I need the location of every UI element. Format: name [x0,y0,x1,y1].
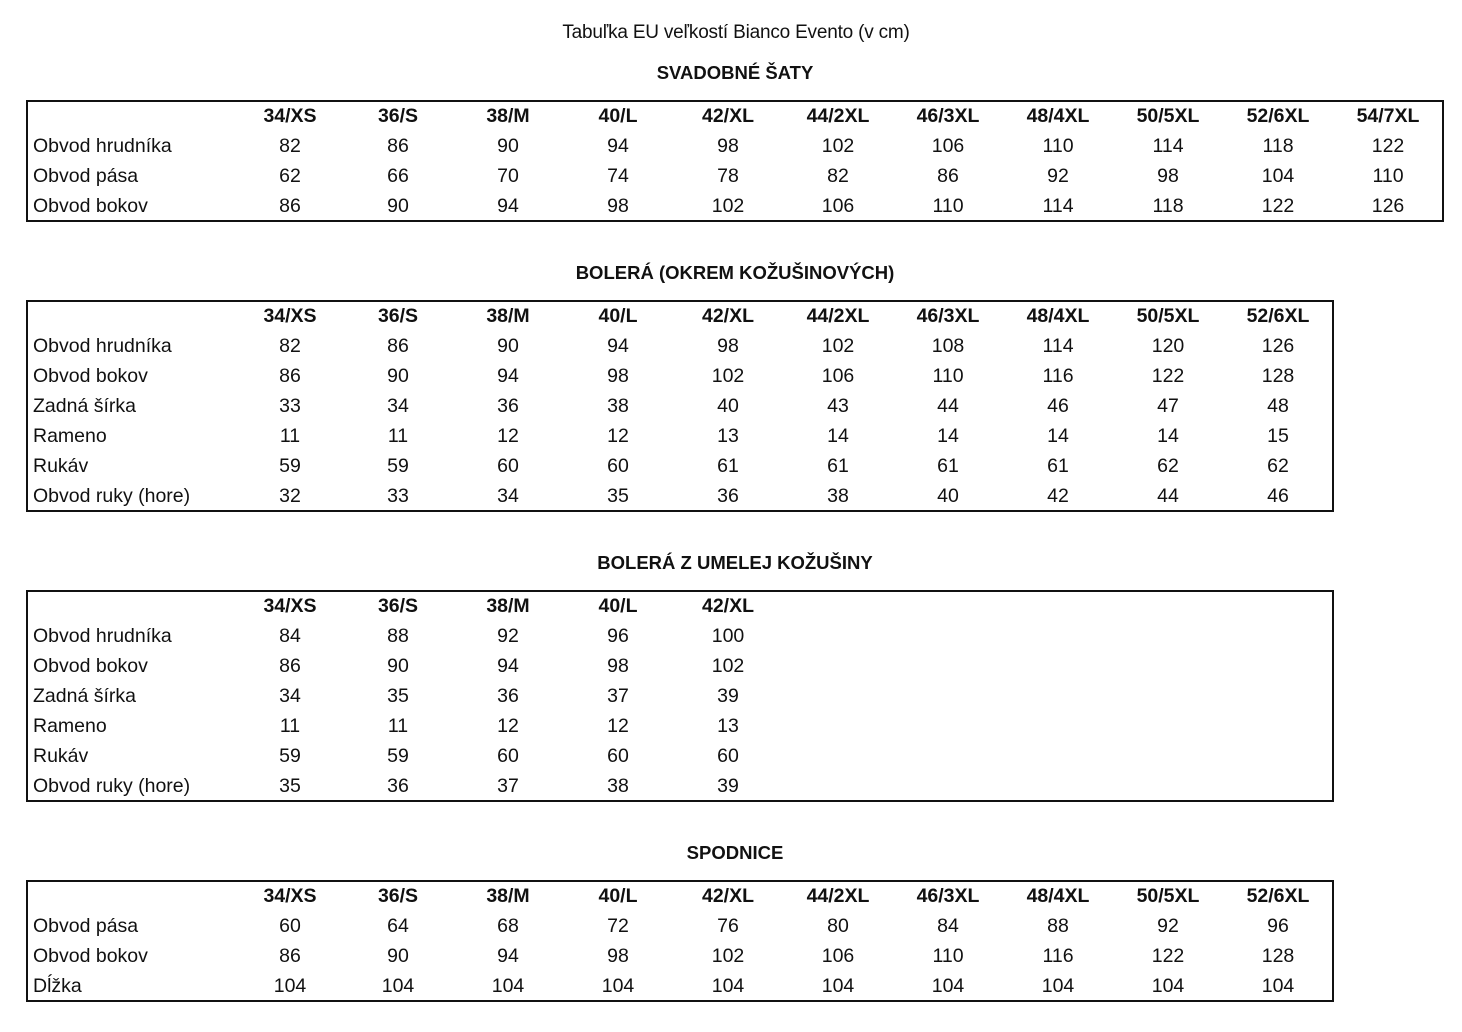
table-cell: 14 [937,425,959,447]
table-cell: 84 [937,915,959,937]
size-header: 40/L [598,885,638,907]
table-cell: 12 [607,425,629,447]
table-cell: 104 [273,975,307,997]
table-cell: 78 [717,165,739,187]
table-cell: 98 [717,135,739,157]
table-cell: 70 [497,165,519,187]
table-cell: 61 [827,455,849,477]
table-cell: 104 [1041,975,1075,997]
row-label: Obvod hrudníka [33,135,172,157]
table-cell: 36 [497,685,519,707]
table-cell: 62 [1157,455,1179,477]
table-cell: 128 [1261,945,1295,967]
size-header: 34/XS [263,305,317,327]
table-cell: 14 [827,425,849,447]
table-cell: 34 [497,485,519,507]
table-cell: 110 [932,945,964,967]
table-row [28,712,1332,742]
table-cell: 104 [711,975,745,997]
table-row [28,162,1442,192]
table-cell: 116 [1042,365,1074,387]
row-label: Obvod bokov [33,195,148,217]
size-header: 38/M [486,595,530,617]
table-cell: 110 [932,365,964,387]
table-cell: 122 [1371,135,1405,157]
row-label: Zadná šírka [33,395,136,417]
table-cell: 13 [717,425,739,447]
size-header: 42/XL [701,105,755,127]
table-cell: 38 [607,395,629,417]
table-cell: 35 [387,685,409,707]
table-cell: 59 [387,455,409,477]
table-cell: 47 [1157,395,1179,417]
table-cell: 92 [497,625,519,647]
table-cell: 118 [1262,135,1294,157]
table-cell: 98 [607,365,629,387]
size-header: 36/S [377,105,419,127]
table-cell: 61 [717,455,739,477]
table-cell: 42 [1047,485,1069,507]
table-cell: 15 [1267,425,1289,447]
size-table-svadobne-saty [26,100,1444,222]
table-row [28,422,1332,452]
table-cell: 34 [387,395,409,417]
table-cell: 94 [607,135,629,157]
row-label: Rameno [33,425,107,447]
size-header: 38/M [486,885,530,907]
table-cell: 88 [1047,915,1069,937]
table-cell: 13 [717,715,739,737]
section-title: BOLERÁ (OKREM KOŽUŠINOVÝCH) [575,262,895,283]
table-cell: 60 [497,745,519,767]
size-header: 50/5XL [1136,305,1200,327]
table-cell: 43 [827,395,849,417]
table-cell: 44 [937,395,959,417]
table-cell: 114 [1152,135,1184,157]
table-cell: 94 [497,195,519,217]
table-cell: 92 [1157,915,1179,937]
row-label: Zadná šírka [33,685,136,707]
size-header: 34/XS [263,105,317,127]
size-header: 52/6XL [1246,885,1310,907]
table-cell: 94 [497,945,519,967]
table-cell: 116 [1042,945,1074,967]
table-cell: 82 [827,165,849,187]
table-row [28,132,1442,162]
table-cell: 39 [717,685,739,707]
row-label: Obvod bokov [33,655,148,677]
table-cell: 94 [497,655,519,677]
size-header: 48/4XL [1026,885,1090,907]
table-cell: 38 [827,485,849,507]
row-label: Obvod hrudníka [33,625,172,647]
table-cell: 114 [1042,195,1074,217]
size-header: 52/6XL [1246,105,1310,127]
table-cell: 94 [607,335,629,357]
header-row [28,882,1332,912]
table-cell: 39 [717,775,739,797]
size-header: 36/S [377,885,419,907]
table-cell: 122 [1261,195,1295,217]
row-label: Obvod bokov [33,945,148,967]
table-row [28,972,1332,1002]
size-header: 40/L [598,105,638,127]
document-title: Tabuľka EU veľkostí Bianco Evento (v cm) [562,22,910,43]
size-header: 50/5XL [1136,885,1200,907]
row-label: Obvod ruky (hore) [33,485,191,507]
table-cell: 114 [1042,335,1074,357]
table-cell: 35 [607,485,629,507]
header-row [28,302,1332,332]
table-cell: 118 [1152,195,1184,217]
table-cell: 98 [717,335,739,357]
table-cell: 60 [607,745,629,767]
size-header: 44/2XL [806,105,870,127]
table-cell: 86 [279,365,301,387]
table-cell: 32 [279,485,301,507]
table-cell: 104 [1261,165,1295,187]
table-cell: 84 [279,625,301,647]
table-cell: 35 [279,775,301,797]
table-cell: 102 [821,335,855,357]
table-cell: 106 [931,135,965,157]
table-cell: 12 [607,715,629,737]
table-cell: 92 [1047,165,1069,187]
section-title: SVADOBNÉ ŠATY [656,62,814,83]
row-label: Rameno [33,715,107,737]
table-cell: 34 [279,685,301,707]
table-row [28,682,1332,712]
table-cell: 86 [387,135,409,157]
table-cell: 90 [387,195,409,217]
table-row [28,652,1332,682]
size-table-bolera-z-umelej-kozusiny [26,590,1334,802]
table-cell: 44 [1157,485,1179,507]
row-label: Rukáv [33,745,89,767]
table-cell: 61 [1047,455,1069,477]
size-header: 54/7XL [1356,105,1420,127]
table-cell: 36 [717,485,739,507]
table-cell: 11 [279,715,301,737]
table-cell: 122 [1151,945,1185,967]
table-cell: 82 [279,335,301,357]
size-header: 46/3XL [916,885,980,907]
row-label: Obvod ruky (hore) [33,775,191,797]
table-cell: 102 [711,195,745,217]
table-cell: 102 [711,365,745,387]
table-cell: 66 [387,165,409,187]
row-label: Obvod pása [33,915,139,937]
size-header: 48/4XL [1026,305,1090,327]
table-cell: 98 [607,655,629,677]
table-cell: 76 [717,915,739,937]
table-cell: 94 [497,365,519,387]
table-cell: 86 [279,945,301,967]
table-cell: 12 [497,425,519,447]
table-cell: 36 [387,775,409,797]
table-cell: 60 [607,455,629,477]
table-cell: 37 [607,685,629,707]
size-header: 40/L [598,305,638,327]
size-header: 50/5XL [1136,105,1200,127]
size-header: 36/S [377,595,419,617]
table-row [28,622,1332,652]
table-cell: 104 [1151,975,1185,997]
table-cell: 11 [387,715,409,737]
size-table-bolera-okrem-kozusinovych [26,300,1334,512]
table-cell: 110 [1042,135,1074,157]
table-cell: 80 [827,915,849,937]
table-cell: 64 [387,915,409,937]
table-cell: 126 [1371,195,1405,217]
table-cell: 98 [1157,165,1179,187]
table-cell: 61 [937,455,959,477]
size-header: 38/M [486,305,530,327]
table-cell: 104 [381,975,415,997]
header-row [28,592,1332,622]
table-cell: 46 [1047,395,1069,417]
size-header: 52/6XL [1246,305,1310,327]
size-header: 34/XS [263,595,317,617]
table-row [28,742,1332,772]
table-row [28,392,1332,422]
table-cell: 11 [279,425,301,447]
row-label: Obvod bokov [33,365,148,387]
size-header: 46/3XL [916,305,980,327]
table-cell: 60 [717,745,739,767]
table-cell: 98 [607,945,629,967]
size-header: 44/2XL [806,305,870,327]
table-cell: 72 [607,915,629,937]
table-cell: 104 [1261,975,1295,997]
size-header: 42/XL [701,595,755,617]
table-cell: 90 [497,135,519,157]
size-header: 46/3XL [916,105,980,127]
table-cell: 106 [821,195,855,217]
table-cell: 122 [1151,365,1185,387]
table-cell: 90 [497,335,519,357]
size-header: 44/2XL [806,885,870,907]
table-cell: 62 [1267,455,1289,477]
table-cell: 102 [711,655,745,677]
table-cell: 74 [607,165,629,187]
table-cell: 46 [1267,485,1289,507]
table-cell: 110 [932,195,964,217]
table-cell: 38 [607,775,629,797]
table-cell: 59 [279,455,301,477]
section-title: SPODNICE [686,842,784,863]
table-cell: 90 [387,945,409,967]
table-row [28,912,1332,942]
table-row [28,362,1332,392]
table-cell: 14 [1047,425,1069,447]
table-cell: 11 [387,425,409,447]
size-header: 38/M [486,105,530,127]
size-header: 48/4XL [1026,105,1090,127]
row-label: Obvod pása [33,165,139,187]
table-cell: 106 [821,945,855,967]
table-row [28,452,1332,482]
table-cell: 104 [821,975,855,997]
table-cell: 48 [1267,395,1289,417]
table-cell: 126 [1261,335,1295,357]
table-cell: 33 [387,485,409,507]
header-row [28,102,1442,132]
table-row [28,332,1332,362]
table-cell: 68 [497,915,519,937]
table-cell: 128 [1261,365,1295,387]
table-cell: 40 [717,395,739,417]
table-cell: 96 [607,625,629,647]
table-cell: 88 [387,625,409,647]
table-cell: 104 [931,975,965,997]
table-row [28,942,1332,972]
section-title: BOLERÁ Z UMELEJ KOŽUŠINY [597,552,873,573]
size-header: 42/XL [701,305,755,327]
table-cell: 60 [279,915,301,937]
table-row [28,192,1442,222]
table-cell: 59 [387,745,409,767]
table-cell: 86 [387,335,409,357]
table-cell: 37 [497,775,519,797]
row-label: Rukáv [33,455,89,477]
table-cell: 86 [937,165,959,187]
table-cell: 104 [601,975,635,997]
table-cell: 100 [711,625,745,647]
table-cell: 36 [497,395,519,417]
size-header: 34/XS [263,885,317,907]
table-cell: 12 [497,715,519,737]
table-cell: 40 [937,485,959,507]
table-cell: 98 [607,195,629,217]
table-cell: 90 [387,365,409,387]
table-cell: 82 [279,135,301,157]
size-header: 36/S [377,305,419,327]
table-cell: 90 [387,655,409,677]
table-cell: 102 [821,135,855,157]
table-row [28,482,1332,512]
table-cell: 59 [279,745,301,767]
table-cell: 120 [1151,335,1185,357]
table-cell: 14 [1157,425,1179,447]
table-cell: 33 [279,395,301,417]
table-cell: 60 [497,455,519,477]
size-header: 42/XL [701,885,755,907]
row-label: Dĺžka [33,975,82,997]
table-cell: 96 [1267,915,1289,937]
size-table-spodnice [26,880,1334,1002]
size-header: 40/L [598,595,638,617]
table-cell: 102 [711,945,745,967]
row-label: Obvod hrudníka [33,335,172,357]
table-cell: 62 [279,165,301,187]
table-cell: 108 [931,335,965,357]
table-cell: 110 [1372,165,1404,187]
table-row [28,772,1332,802]
table-cell: 106 [821,365,855,387]
table-cell: 86 [279,195,301,217]
table-cell: 104 [491,975,525,997]
table-cell: 86 [279,655,301,677]
